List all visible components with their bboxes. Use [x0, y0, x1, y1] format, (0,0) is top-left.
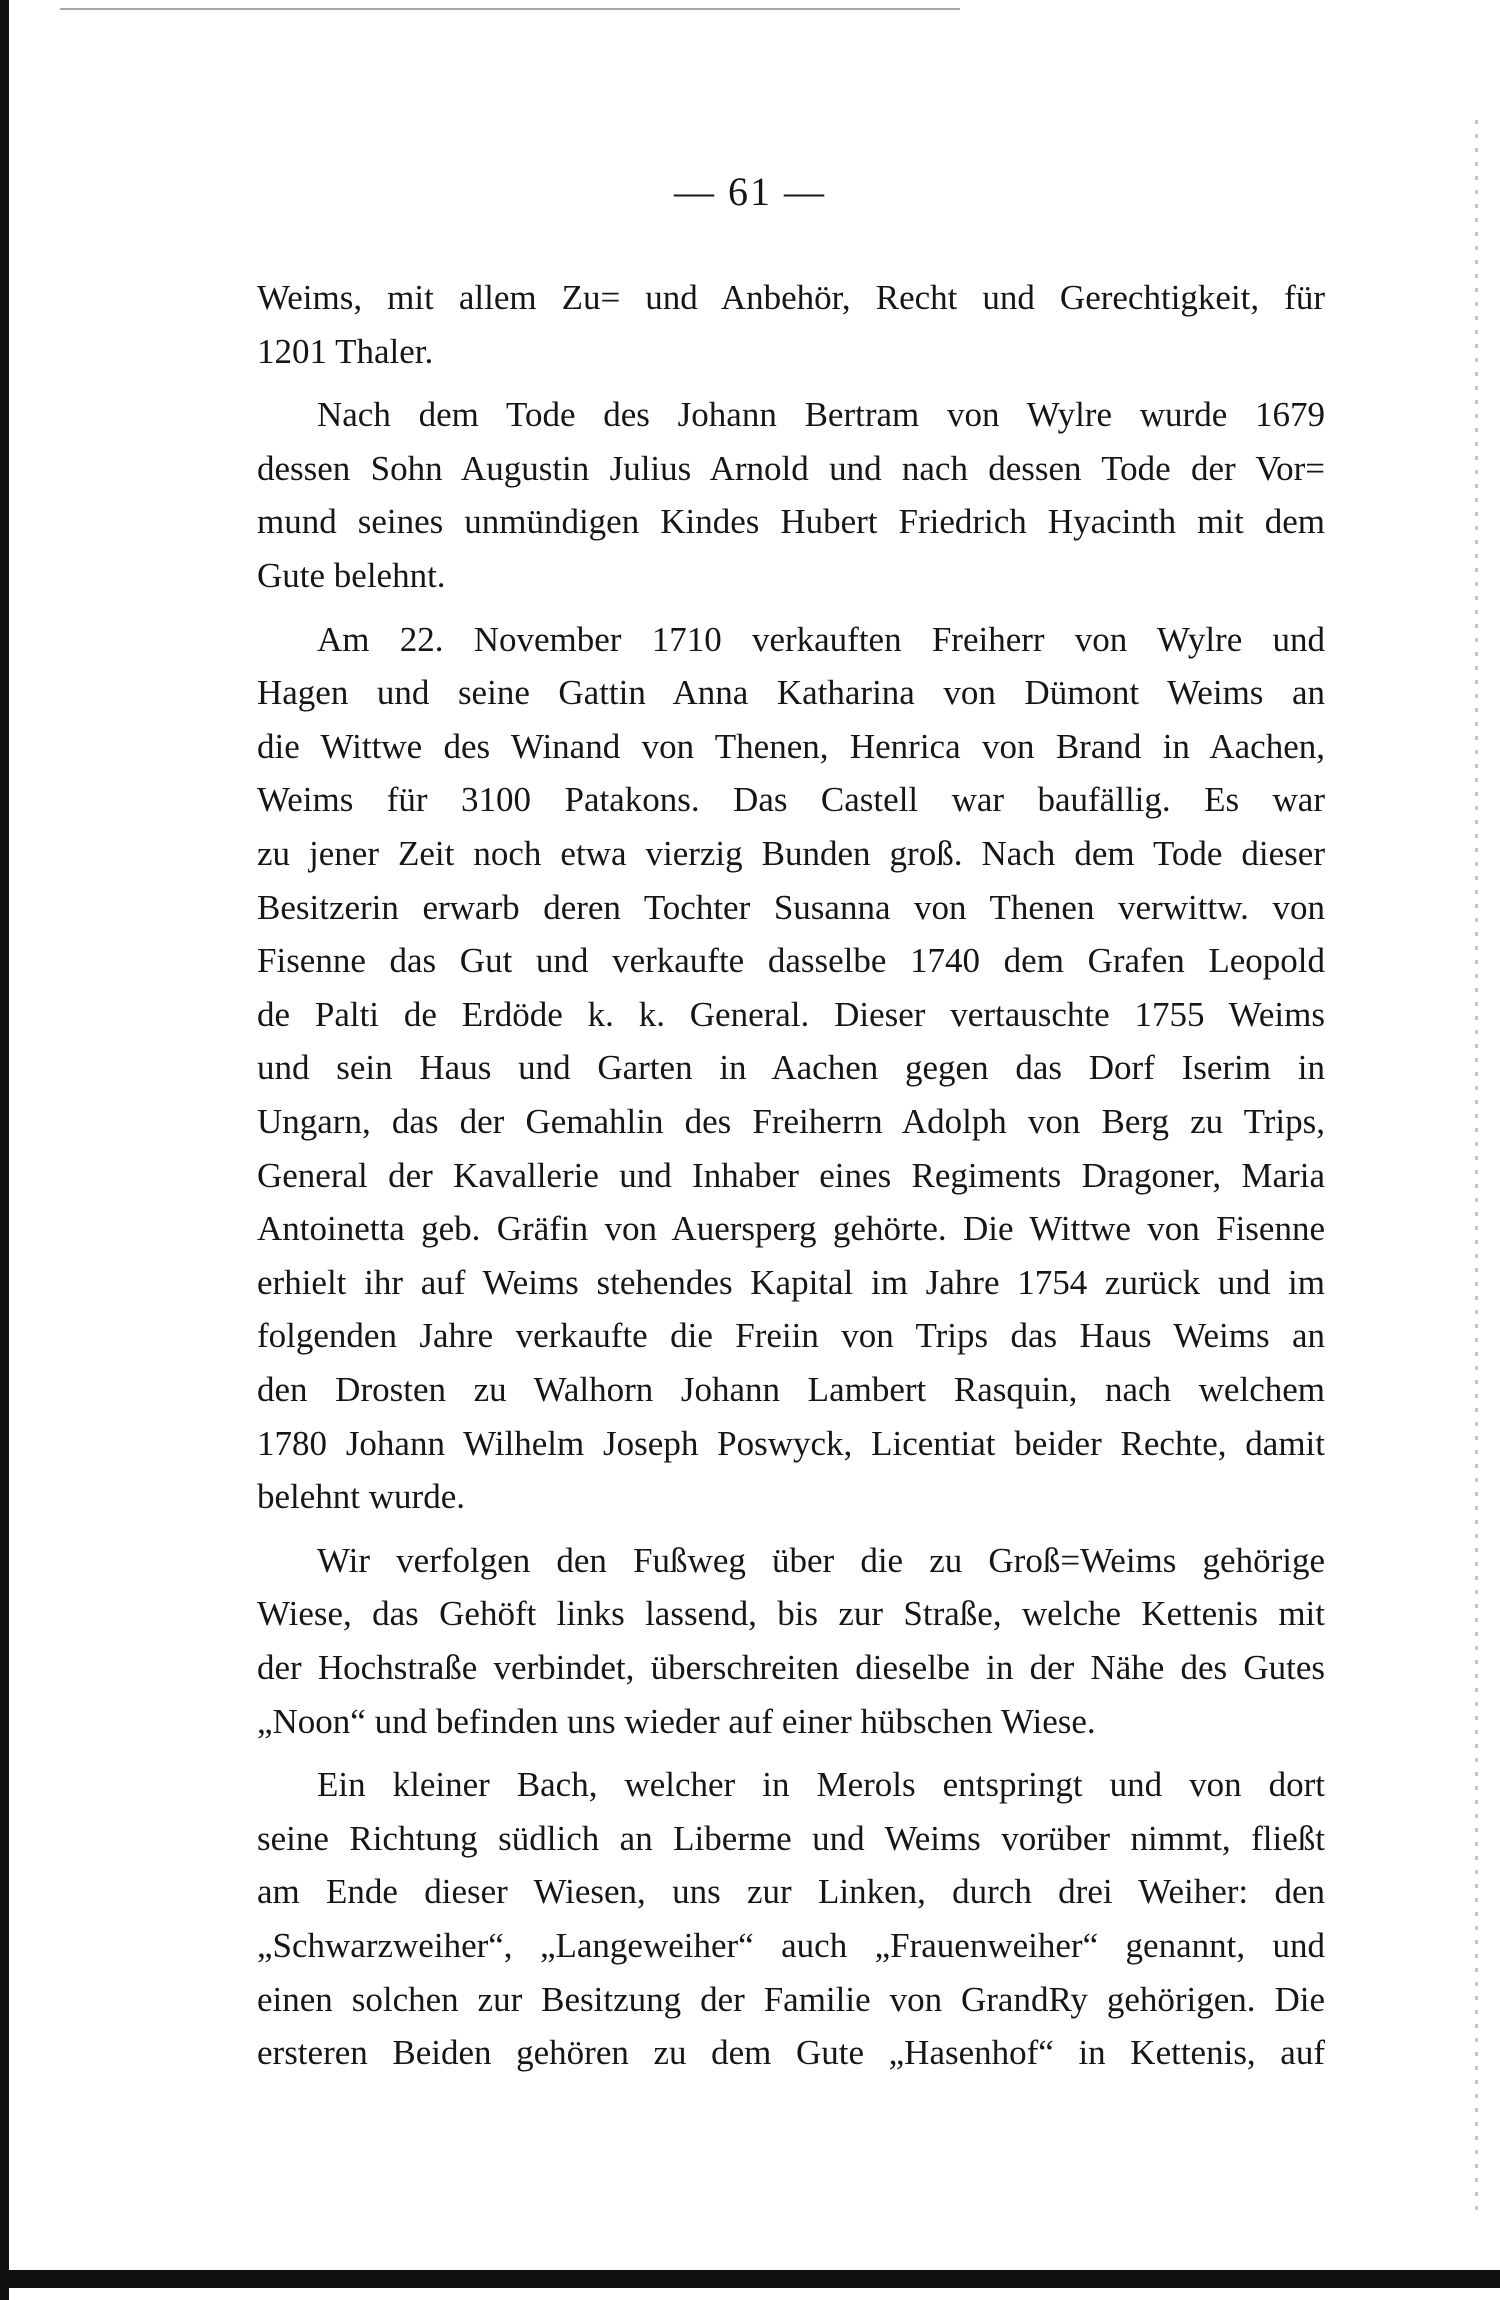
- text-line: erhielt ihr auf Weims stehendes Kapital im Jahre 1754 zurück und im: [257, 1262, 1325, 1302]
- text-line: „Schwarzweiher“, „Langeweiher“ auch „Frauenweiher“ genannt, und: [257, 1926, 1325, 1965]
- text-line: „Noon“ und befinden uns wieder auf einer hübschen Wiese.: [257, 1701, 1096, 1741]
- scan-border-right: [1475, 120, 1478, 2220]
- text-line: dessen Sohn Augustin Julius Arnold und nach dessen Tode der Vor=: [257, 448, 1325, 488]
- text-line: den Drosten zu Walhorn Johann Lambert Rasquin, nach welchem: [257, 1370, 1325, 1409]
- text-line: Fisenne das Gut und verkaufte dasselbe 1740 dem Grafen Leopold: [257, 941, 1325, 981]
- text-line: Nach dem Tode des Johann Bertram von Wylre wurde 1679: [317, 395, 1325, 435]
- text-line: Wir verfolgen den Fußweg über die zu Groß=Weims gehörige: [317, 1540, 1325, 1580]
- scan-border-top: [60, 8, 960, 10]
- text-line: Antoinetta geb. Gräfin von Auersperg gehörte. Die Wittwe von Fisenne: [257, 1209, 1325, 1249]
- text-line: Ungarn, das der Gemahlin des Freiherrn Adolph von Berg zu Trips,: [257, 1102, 1325, 1141]
- text-line: folgenden Jahre verkaufte die Freiin von Trips das Haus Weims an: [257, 1316, 1325, 1356]
- page-number: — 61 —: [674, 169, 826, 214]
- text-line: Hagen und seine Gattin Anna Katharina von Dümont Weims an: [257, 673, 1325, 713]
- text-line: 1780 Johann Wilhelm Joseph Poswyck, Licentiat beider Rechte, damit: [257, 1423, 1325, 1463]
- text-line: ersteren Beiden gehören zu dem Gute „Hasenhof“ in Kettenis, auf: [257, 2033, 1325, 2073]
- text-line: der Hochstraße verbindet, überschreiten dieselbe in der Nähe des Gutes: [257, 1648, 1325, 1687]
- scan-border-bottom: [0, 2270, 1500, 2288]
- text-line: Wiese, das Gehöft links lassend, bis zur Straße, welche Kettenis mit: [257, 1594, 1325, 1634]
- text-line: und sein Haus und Garten in Aachen gegen das Dorf Iserim in: [257, 1048, 1325, 1088]
- text-line: seine Richtung südlich an Liberme und Weims vorüber nimmt, fließt: [257, 1818, 1325, 1858]
- text-line: am Ende dieser Wiesen, uns zur Linken, durch drei Weiher: den: [257, 1872, 1325, 1912]
- text-line: zu jener Zeit noch etwa vierzig Bunden groß. Nach dem Tode dieser: [257, 834, 1325, 873]
- text-line: mund seines unmündigen Kindes Hubert Friedrich Hyacinth mit dem: [257, 502, 1325, 542]
- text-line: Gute belehnt.: [257, 556, 446, 595]
- text-line: einen solchen zur Besitzung der Familie von GrandRy gehörigen. Die: [257, 1979, 1325, 2019]
- text-line: de Palti de Erdöde k. k. General. Dieser vertauschte 1755 Weims: [257, 994, 1325, 1034]
- text-line: belehnt wurde.: [257, 1477, 465, 1517]
- text-line: Besitzerin erwarb deren Tochter Susanna von Thenen verwittw. von: [257, 887, 1325, 927]
- text-line: Weims, mit allem Zu= und Anbehör, Recht und Gerechtigkeit, für: [257, 278, 1325, 317]
- scan-border-left: [0, 0, 9, 2300]
- text-line: die Wittwe des Winand von Thenen, Henrica von Brand in Aachen,: [257, 726, 1325, 766]
- text-line: 1201 Thaler.: [257, 331, 434, 371]
- text-line: General der Kavallerie und Inhaber eines Regiments Dragoner, Maria: [257, 1155, 1325, 1195]
- text-line: Weims für 3100 Patakons. Das Castell war baufällig. Es war: [257, 780, 1325, 820]
- text-line: Ein kleiner Bach, welcher in Merols entspringt und von dort: [317, 1765, 1325, 1805]
- text-line: Am 22. November 1710 verkauften Freiherr von Wylre und: [317, 619, 1325, 659]
